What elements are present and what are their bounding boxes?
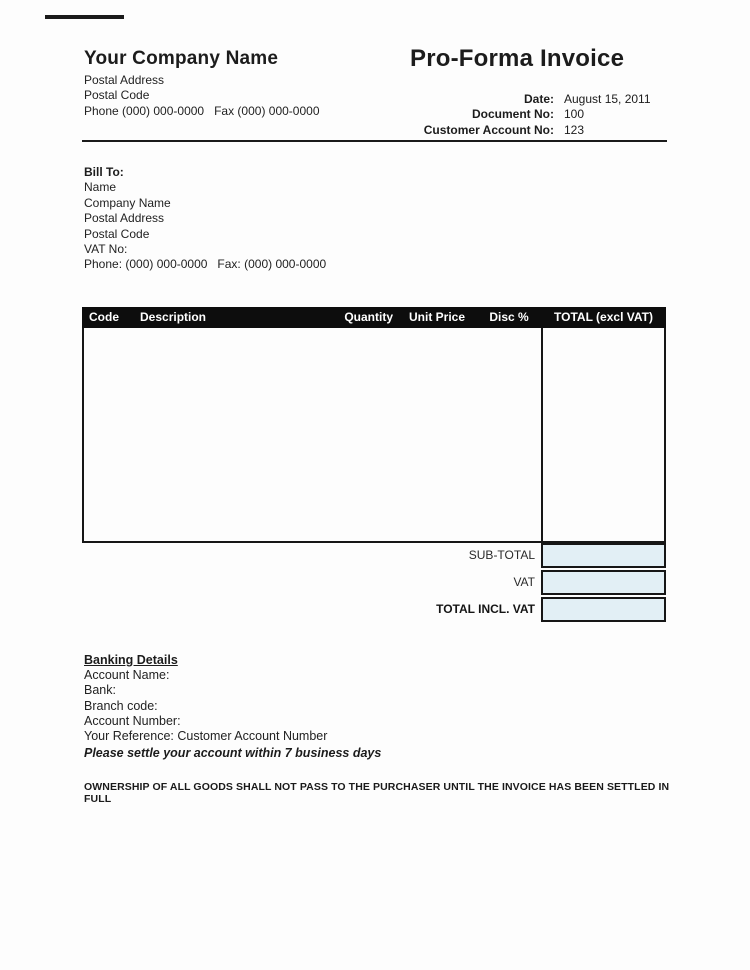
bill-to-vat-no: VAT No:	[84, 242, 128, 257]
company-block	[84, 44, 320, 119]
bill-to-postal-code: Postal Code	[84, 226, 150, 241]
meta-row-date	[424, 92, 658, 107]
company-postal-code: Postal Code	[84, 88, 150, 103]
bill-to-company-name: Company Name	[84, 195, 171, 210]
document-no-label: Document No:	[472, 107, 554, 122]
date-label: Date:	[523, 92, 554, 106]
bill-to-heading: Bill To:	[84, 165, 124, 179]
your-reference-line: Your Reference: Customer Account Number	[84, 729, 328, 744]
top-left-rule	[45, 15, 124, 19]
items-table-body	[82, 328, 666, 543]
total-column-separator	[541, 328, 543, 541]
subtotal-row	[82, 543, 666, 568]
column-header-disc-percent: Disc %	[489, 310, 529, 324]
banking-details-block	[84, 653, 381, 761]
document-title: Pro-Forma Invoice	[410, 45, 625, 72]
invoice-meta	[424, 92, 658, 138]
customer-account-no-label: Customer Account No:	[423, 122, 554, 137]
total-incl-vat-label: TOTAL INCL. VAT	[436, 602, 535, 616]
bank-line: Bank:	[84, 683, 116, 698]
document-no-value: 100	[564, 107, 585, 122]
bill-to-postal-address: Postal Address	[84, 211, 165, 226]
vat-value-cell	[541, 570, 666, 595]
subtotal-label: SUB-TOTAL	[468, 548, 535, 562]
settlement-note: Please settle your account within 7 business days	[84, 746, 382, 761]
column-header-quantity: Quantity	[344, 310, 393, 324]
column-header-code: Code	[89, 310, 119, 324]
account-number-line: Account Number:	[84, 713, 181, 728]
meta-row-customer-account-no	[424, 123, 658, 138]
column-header-total-excl-vat: TOTAL (excl VAT)	[554, 310, 653, 324]
meta-row-document-no	[424, 107, 658, 122]
date-value: August 15, 2011	[564, 92, 651, 106]
bill-to-name: Name	[84, 180, 117, 195]
total-incl-vat-value-cell	[541, 597, 666, 622]
column-header-description: Description	[140, 310, 207, 324]
column-header-unit-price: Unit Price	[408, 310, 465, 324]
account-name-line: Account Name:	[84, 668, 170, 683]
bill-to-block	[84, 165, 326, 273]
items-table	[82, 307, 666, 543]
company-postal-address: Postal Address	[84, 73, 165, 87]
company-name: Your Company Name	[84, 48, 279, 69]
header-divider	[82, 140, 667, 142]
vat-label: VAT	[513, 575, 535, 589]
customer-account-no-value: 123	[564, 122, 585, 137]
bill-to-phone-fax: Phone: (000) 000-0000 Fax: (000) 000-0000	[84, 257, 327, 272]
ownership-disclaimer: OWNERSHIP OF ALL GOODS SHALL NOT PASS TO THE PURCHASER UNTIL THE INVOICE HAS BEEN SETTLED IN FULL	[84, 781, 670, 805]
vat-row	[82, 570, 666, 595]
company-phone-fax: Phone (000) 000-0000 Fax (000) 000-0000	[84, 103, 320, 118]
total-incl-vat-row	[82, 597, 666, 622]
subtotal-value-cell	[541, 543, 666, 568]
items-table-header	[82, 307, 666, 328]
banking-details-heading: Banking Details	[84, 653, 178, 667]
branch-code-line: Branch code:	[84, 698, 158, 713]
